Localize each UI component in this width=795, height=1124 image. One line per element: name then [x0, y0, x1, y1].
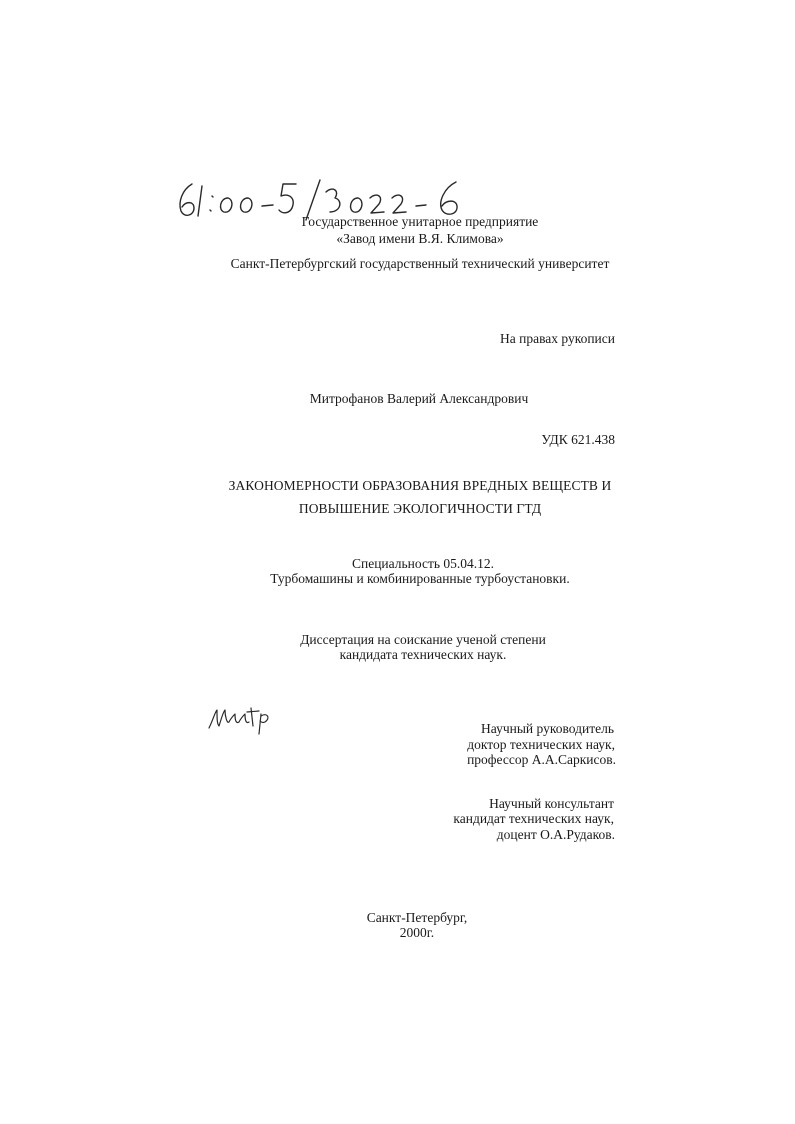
dissertation-degree: Диссертация на соискание ученой степени — [300, 632, 546, 647]
publication-year: 2000г. — [399, 925, 435, 940]
thesis-title-line2: ПОВЫШЕНИЕ ЭКОЛОГИЧНОСТИ ГТД — [298, 501, 542, 516]
specialty-name: Турбомашины и комбинированные турбоустановки. — [270, 571, 570, 586]
thesis-title-line1: ЗАКОНОМЕРНОСТИ ОБРАЗОВАНИЯ ВРЕДНЫХ ВЕЩЕСТВ И — [228, 478, 612, 493]
consultant-role: Научный консультант — [489, 796, 614, 811]
supervisor-degree: доктор технических наук, — [467, 737, 615, 752]
supervisor-role: Научный руководитель — [481, 721, 614, 736]
specialty-code: Специальность 05.04.12. — [351, 556, 495, 571]
publication-city: Санкт-Петербург, — [366, 910, 468, 925]
organization-subtitle: «Завод имени В.Я. Климова» — [336, 231, 504, 246]
author-signature — [205, 700, 277, 736]
rights-note: На правах рукописи — [499, 331, 615, 346]
consultant-name: доцент О.А.Рудаков. — [496, 827, 615, 842]
university-name: Санкт-Петербургский государственный технический университет — [230, 256, 610, 271]
udk-code: УДК 621.438 — [541, 432, 615, 447]
author-name: Митрофанов Валерий Александрович — [309, 391, 529, 406]
organization-name: Государственное унитарное предприятие — [301, 214, 539, 229]
consultant-degree: кандидат технических наук, — [453, 811, 614, 826]
dissertation-degree-field: кандидата технических наук. — [339, 647, 507, 662]
supervisor-name: профессор А.А.Саркисов. — [467, 752, 616, 767]
